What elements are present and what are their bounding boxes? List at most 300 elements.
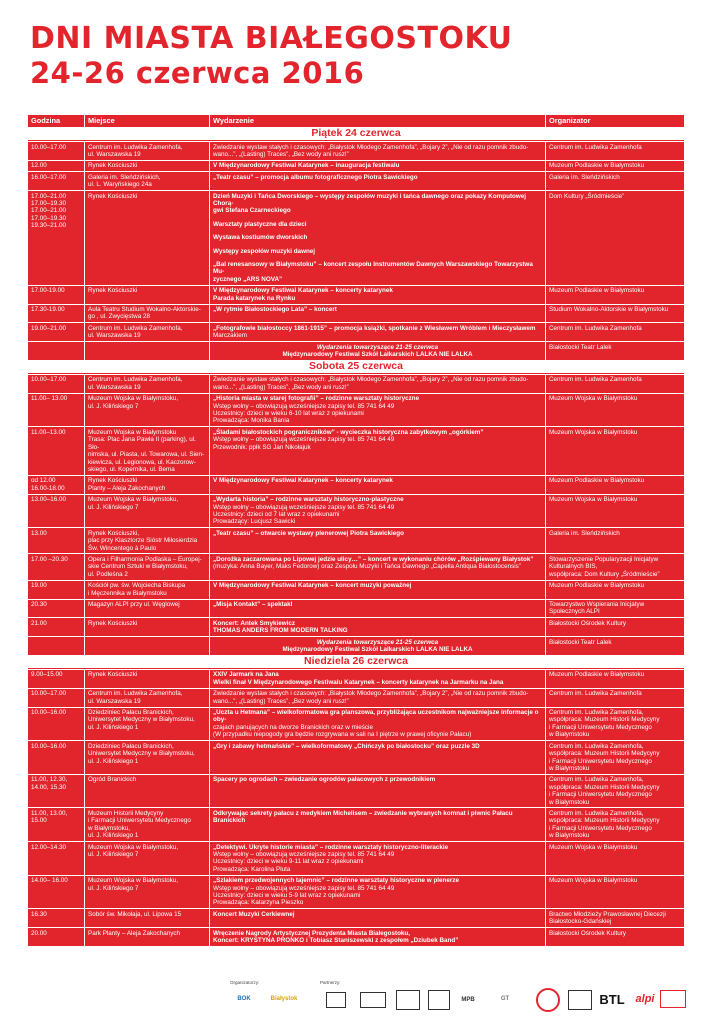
cell-line: czajach panujących na dworze Branickich oraz w mieście	[213, 723, 373, 731]
cell-line: Muzeum Podlaskie w Białymstoku	[549, 287, 645, 295]
table-row	[28, 875, 684, 909]
cell-line: Wstęp wolny – obowiązują wcześniejsze zapisy tel. 85 741 64 49	[213, 503, 395, 511]
cell-line: 10.00–17.00	[31, 376, 67, 384]
cell-line: wano...”, „(Lasting) Traces”, „Bez wody ani rusz!”	[213, 150, 349, 158]
time-cell	[28, 394, 85, 427]
table-row	[28, 426, 684, 474]
event-cell	[210, 842, 546, 875]
cell-line: 9.00–15.00	[31, 671, 63, 679]
cell-line: Koncert: Antek Smykiewicz	[213, 619, 296, 627]
cell-line: 17.30-19.00	[31, 306, 65, 313]
cell-line: Centrum im. Ludwika Zamenhofa,	[88, 324, 183, 332]
place-cell	[85, 876, 210, 909]
organizer-cell	[546, 876, 684, 909]
event-cell	[210, 305, 546, 323]
time-cell	[28, 876, 85, 909]
cell-line: Muzeum Podlaskie w Białymstoku	[549, 162, 645, 170]
table-row	[28, 841, 684, 875]
cell-line: Rynek Kościuszki	[88, 287, 138, 295]
cell-line: ul. Warszawska 19	[88, 697, 141, 705]
event-cell	[210, 495, 546, 528]
cell-line: 19.00	[31, 582, 47, 590]
cell-line: Muzeum Wojska w Białymstoku,	[88, 496, 179, 504]
cell-line: Białostocki Ośrodek Kultury	[549, 929, 626, 937]
place-cell	[85, 909, 210, 927]
table-row	[28, 374, 684, 393]
place-cell	[85, 528, 210, 553]
cell-line: Centrum im. Ludwika Zamenhofa,	[549, 742, 644, 750]
time-cell	[28, 142, 85, 160]
organizer-cell	[546, 528, 684, 553]
table-row	[28, 927, 684, 946]
place-cell	[85, 842, 210, 875]
cell-line: 17.00–19.30	[31, 199, 67, 207]
event-cell	[210, 689, 546, 707]
cell-line: ul. Podleśna 2	[88, 570, 128, 578]
alpi-logo: alpi	[635, 993, 655, 1005]
cell-line: V Międzynarodowy Festiwal Katarynek – inauguracja festiwalu	[213, 162, 400, 170]
partner-logo-2	[360, 992, 386, 1008]
cell-line: ul. Warszawska 19	[88, 383, 141, 391]
table-row	[28, 599, 684, 618]
cell-line: Zwiedzanie wystaw stałych i czasowych: „Białystok Młodego Zamenhofa”, „Bojary 2”, „Nie od razu pomnik zbudo-	[213, 143, 529, 151]
cell-line: „Teatr czasu” – otwarcie wystawy plenerowej Piotra Sawickiego	[213, 529, 404, 537]
organizer-cell	[546, 581, 684, 599]
organizer-cell	[546, 670, 684, 688]
cell-line: Wstęp wolny – obowiązują wcześniejsze zapisy tel. 85 741 64 49	[213, 436, 395, 444]
mpb-logo: MPB	[461, 997, 475, 1003]
day-heading: Sobota 25 czerwca	[28, 360, 684, 374]
cell-line: Białostocki Teatr Lalek	[549, 638, 612, 646]
time-cell	[28, 427, 85, 474]
organizer-cell	[546, 161, 684, 171]
organizer-cell	[546, 342, 684, 360]
cell-line: ul. J. Kilińskiego 1	[88, 757, 139, 765]
cell-line: 17.00-19.00	[31, 287, 65, 295]
cell-line: Uczestnicy: dzieci w wieku 6-10 lat wraz z opiekunami	[213, 410, 364, 418]
cell-line: Wstęp wolny – obowiązują wcześniejsze zapisy tel. 85 741 64 49	[213, 850, 395, 858]
place-cell	[85, 172, 210, 190]
cell-line: 11.00– 13.00	[31, 395, 68, 403]
time-cell	[28, 161, 85, 171]
event-cell	[210, 394, 546, 427]
cell-line: ul. J. Kilińskiego 7	[88, 402, 139, 410]
cell-line: nimska, ul. Piasta, ul. Towarowa, ul. Sien-	[88, 451, 205, 459]
bok-logo: BOK	[237, 996, 251, 1002]
cell-line: Galeria im. Sleńdzińskich	[549, 529, 620, 537]
cell-line: „W rytmie Białostockiego Lata” – koncert	[213, 306, 337, 313]
cell-line: ul. Warszawska 19	[88, 332, 141, 340]
cell-line: Odkrywając sekrety pałacu z medykiem Michelisem – zwiedzanie wybranych komnat i piwnic Pałacu Branickich	[213, 809, 515, 825]
time-cell	[28, 775, 85, 808]
cell-line: 11.00, 12.30,	[31, 776, 68, 784]
cell-line: „Misja Kontakt” – spektakl	[213, 601, 293, 608]
day-heading: Niedziela 26 czerwca	[28, 655, 684, 669]
organizer-cell	[546, 191, 684, 285]
cell-line: Muzeum Wojska w Białymstoku	[549, 395, 638, 403]
organizer-cell	[546, 142, 684, 160]
cell-line: skiego, ul. Kopernika, ul. Bema	[88, 465, 175, 473]
table-row	[28, 285, 684, 304]
table-row	[28, 304, 684, 323]
time-cell	[28, 842, 85, 875]
cell-line: Opera i Filharmonia Podlaska – Europej-	[88, 555, 202, 563]
partner-logo-6	[660, 990, 686, 1008]
table-row	[28, 669, 684, 688]
cell-line: 17.00 –20.30	[31, 555, 68, 563]
cell-line: i Farmacji Uniwersytetu Medycznego	[549, 824, 652, 832]
cell-line: 10.00–17.00	[31, 143, 67, 151]
organizer-cell	[546, 689, 684, 707]
place-cell	[85, 775, 210, 808]
cell-line: 10.00–16.00	[31, 709, 67, 717]
event-cell	[210, 637, 546, 655]
cell-line: V Międzynarodowy Festiwal Katarynek – koncerty katarynek	[213, 477, 393, 485]
cell-line: Centrum im. Ludwika Zamenhofa,	[549, 776, 644, 784]
place-cell	[85, 637, 210, 655]
cell-line: „Teatr czasu” – promocja albumu fotograficznego Piotra Sawickiego	[213, 173, 418, 181]
place-cell	[85, 495, 210, 528]
cell-line: 19.30–21.00	[31, 222, 67, 230]
table-row	[28, 553, 684, 579]
partner-logo-1	[326, 992, 346, 1008]
event-cell	[210, 909, 546, 927]
cell-line: Centrum im. Ludwika Zamenhofa,	[549, 709, 644, 717]
cell-line: Występy zespołów muzyki dawnej	[213, 247, 316, 255]
organizer-cell	[546, 842, 684, 875]
cell-line: współpraca: Muzeum Historii Medycyny	[549, 817, 660, 825]
cell-line: ul. J. Kilińskiego 7	[88, 850, 139, 858]
cell-line: Prowadząca: Karolina Płuta	[213, 865, 291, 873]
event-cell	[210, 323, 546, 341]
cell-line: Uniwersytet Medyczny w Białymstoku,	[88, 750, 195, 758]
cell-line: Muzeum Podlaskie w Białymstoku	[549, 582, 645, 590]
header-organizer: Organizator	[549, 116, 591, 125]
cell-line: 20.30	[31, 601, 47, 608]
event-cell	[210, 161, 546, 171]
place-cell	[85, 554, 210, 579]
place-cell	[85, 808, 210, 841]
cell-line: i Farmacji Uniwersytetu Medycznego	[549, 791, 652, 799]
table-row	[28, 707, 684, 741]
cell-line: ul. J. Kilińskiego 7	[88, 884, 139, 892]
table-header	[28, 115, 684, 127]
cell-line: ul. J. Kilińskiego 1	[88, 832, 139, 840]
cell-line: w Białymstoku	[549, 798, 590, 806]
event-cell	[210, 708, 546, 741]
table-row	[28, 774, 684, 808]
cell-line: Prowadzący: Lucjusz Sawicki	[213, 518, 296, 526]
organizer-cell	[546, 495, 684, 528]
cell-line: Dziedziniec Pałacu Branickich,	[88, 742, 174, 750]
table-row	[28, 393, 684, 427]
cell-line: 12.00	[31, 162, 47, 170]
cell-line: Muzeum Historii Medycyny	[88, 809, 164, 817]
cell-line: 16.30	[31, 910, 47, 918]
cell-line: 13.00	[31, 529, 47, 537]
cell-line: Wstęp wolny – obowiązują wcześniejsze zapisy tel. 85 741 64 49	[213, 884, 395, 892]
place-cell	[85, 191, 210, 285]
table-row	[28, 580, 684, 599]
event-cell	[210, 342, 546, 360]
cell-line: „Dorożka zaczarowana po Lipowej jedzie ulicy…” – koncert w wykonaniu chórów „Rozśpiewany Białystok”	[213, 555, 534, 563]
cell-line: „Gry i zabawy hetmańskie” – wielkoformatowy „Chińczyk po białostocku” oraz puzzle 3D	[213, 742, 480, 750]
organizer-cell	[546, 375, 684, 393]
cell-line: Muzeum Podlaskie w Białymstoku	[549, 671, 645, 679]
cell-line: Rynek Kościuszki	[88, 671, 138, 679]
cell-line: Uniwersytet Medyczny w Białymstoku,	[88, 716, 195, 724]
btl-logo: BTL	[599, 991, 625, 1007]
cell-line: Rynek Kościuszki	[88, 619, 138, 627]
table-row	[28, 688, 684, 707]
time-cell	[28, 286, 85, 304]
cell-line: Centrum im. Ludwika Zamenhofa,	[88, 376, 183, 384]
table-row	[28, 527, 684, 553]
cell-line: Muzeum Wojska w Białymstoku	[88, 428, 177, 436]
place-cell	[85, 286, 210, 304]
cell-line: Galeria im. Sleńdzińskich,	[88, 173, 161, 181]
event-cell	[210, 528, 546, 553]
cell-line: Muzeum Wojska w Białymstoku,	[88, 395, 179, 403]
cell-line: i Męczennika w Białymstoku	[88, 589, 167, 597]
header-place: Miejsce	[85, 115, 210, 127]
place-cell	[85, 161, 210, 171]
table-row	[28, 494, 684, 528]
table-row	[28, 322, 684, 341]
cell-line: plac przy Klasztorze Sióstr Miłosierdzia	[88, 537, 198, 545]
time-cell	[28, 375, 85, 393]
event-cell	[210, 476, 546, 494]
cell-line: „Detektywi. Ukryte historie miasta” – rodzinne warsztaty historyczno-literackie	[213, 843, 449, 851]
round-seal-logo	[536, 988, 560, 1012]
cell-line: Zwiedzanie wystaw stałych i czasowych: „Białystok Młodego Zamenhofa”, „Bojary 2”, „Nie od razu pomnik zbudo-	[213, 376, 529, 384]
time-cell	[28, 528, 85, 553]
place-cell	[85, 618, 210, 636]
partner-logo-5	[568, 990, 592, 1010]
cell-line: 17.00–21.00	[31, 207, 67, 215]
event-cell	[210, 741, 546, 774]
event-cell	[210, 427, 546, 474]
cell-line: Rynek Kościuszki	[88, 477, 138, 485]
cell-line: ul. J. Kilińskiego 7	[88, 503, 139, 511]
gt-logo: GT	[500, 996, 510, 1002]
cell-line: ul. J. Kilińskiego 1	[88, 723, 139, 731]
cell-line: Stowarzyszenie Popularyzacji Inicjatyw	[549, 555, 659, 563]
partners-label: Partnerzy:	[320, 980, 341, 985]
cell-line: Muzeum Wojska w Białymstoku	[549, 843, 638, 851]
time-cell	[28, 600, 85, 618]
cell-line: 17.00–21.00	[31, 192, 67, 200]
cell-line: Kościół pw. św. Wojciecha Biskupa	[88, 582, 186, 590]
cell-line: 10.00–17.00	[31, 690, 67, 698]
place-cell	[85, 427, 210, 474]
table-row	[28, 141, 684, 160]
cell-line: Studium Wokalno-Aktorskie w Białymstoku	[549, 306, 669, 313]
cell-line: 15.00	[31, 817, 47, 825]
cell-line: i Farmacji Uniwersytetu Medycznego	[549, 723, 652, 731]
time-cell	[28, 581, 85, 599]
organizer-cell	[546, 808, 684, 841]
place-cell	[85, 741, 210, 774]
cell-line: Białostocko-Gdańskiej	[549, 918, 612, 926]
place-cell	[85, 689, 210, 707]
cell-line: Wielki finał V Międzynarodowego Festiwalu Katarynek – koncerty katarynek na Jarmarku na Jana	[213, 678, 504, 686]
cell-line: Prowadząca: Monika Bania	[213, 417, 290, 425]
cell-line: Wstęp wolny – obowiązują wcześniejsze zapisy tel. 85 741 64 49	[213, 402, 395, 410]
cell-line: ul. L. Waryńskiego 24a	[88, 181, 152, 189]
cell-line: Muzeum Wojska w Białymstoku,	[88, 877, 179, 885]
time-cell	[28, 342, 85, 360]
cell-line: V Międzynarodowy Festiwal Katarynek – koncerty katarynek	[213, 287, 393, 295]
cell-line: 13.00–16.00	[31, 496, 67, 504]
table-row	[28, 190, 684, 285]
time-cell	[28, 708, 85, 741]
cell-line: „Bal renesansowy w Białymstoku” – koncert zespołu Instrumentów Dawnych Warszawskiego Towarzystwa Mu- zycznego „ARS NOVA”	[213, 260, 533, 283]
cell-line: Międzynarodowy Festiwal Szkół Lalkarskich LALKA NIE LALKA	[282, 646, 473, 654]
cell-line: współpraca: Dom Kultury „Śródmieście”	[549, 570, 660, 578]
table-row	[28, 807, 684, 841]
place-cell	[85, 394, 210, 427]
cell-line: Aula Teatru Studium Wokalno-Aktorskie-	[88, 306, 201, 313]
cell-line: współpraca: Muzeum Historii Medycyny	[549, 750, 660, 758]
place-cell	[85, 305, 210, 323]
place-cell	[85, 928, 210, 946]
time-cell	[28, 928, 85, 946]
cell-line: Wydarzenia towarzyszące 21-25 czerwca	[316, 638, 439, 646]
time-cell	[28, 554, 85, 579]
cell-line: Parada katarynek na Rynku	[213, 294, 296, 302]
place-cell	[85, 476, 210, 494]
cell-line: Społecznych ALPI	[549, 608, 600, 616]
organizer-cell	[546, 476, 684, 494]
cell-line: Międzynarodowy Festiwal Szkół Lalkarskich LALKA NIE LALKA	[282, 351, 473, 359]
cell-line: „Śladami białostockich pograniczników” - wycieczka historyczna zabytkowym „ogórkiem”	[213, 428, 484, 436]
time-cell	[28, 172, 85, 190]
time-cell	[28, 808, 85, 841]
cell-line: go , ul. Zwycięstwa 28	[88, 313, 150, 321]
cell-line: Uczestnicy: dzieci w wieku 9-11 lat wraz z opiekunami	[213, 858, 364, 866]
event-cell	[210, 876, 546, 909]
cell-line: Dziedziniec Pałacu Branickich,	[88, 709, 174, 717]
organizer-cell	[546, 928, 684, 946]
time-cell	[28, 689, 85, 707]
cell-line: Bractwo Młodzieży Prawosławnej Diecezji	[549, 910, 666, 918]
time-cell	[28, 741, 85, 774]
cell-line: w Białymstoku	[549, 832, 590, 840]
partner-logo-4	[428, 990, 450, 1010]
table-row	[28, 740, 684, 774]
organizers-label: Organizatorzy:	[230, 980, 260, 985]
time-cell	[28, 909, 85, 927]
cell-line: Muzeum Wojska w Białymstoku	[549, 496, 638, 504]
organizer-cell	[546, 394, 684, 427]
note-row	[28, 341, 684, 360]
organizer-cell	[546, 305, 684, 323]
cell-line: 19.00–21.00	[31, 324, 67, 332]
organizer-cell	[546, 554, 684, 579]
cell-line: „Uczta u Hetmana” – wielkoformatowa gra planszowa, przybliżająca uczestnikom najważniejsze informacje o oby-	[213, 709, 541, 724]
cell-line: 14.00, 15.30	[31, 783, 67, 791]
cell-line: Park Planty – Aleja Zakochanych	[88, 929, 181, 937]
cell-line: „Szlakiem przedwojennych tajemnic” – rodzinne warsztaty historyczne w plenerze	[213, 877, 459, 885]
cell-line: Wydarzenia towarzyszące 21-25 czerwca	[316, 343, 439, 351]
time-cell	[28, 618, 85, 636]
note-row	[28, 636, 684, 655]
cell-line: Dzień Muzyki i Tańca Dworskiego – występy zespołów muzyki i tańca dawnego oraz pokazy Komputowej Chorą- gwi Stefana Czarneckiego	[213, 192, 527, 215]
event-cell	[210, 670, 546, 688]
cell-line: „Wydarta historia” – rodzinne warsztaty historyczno-plastyczne	[213, 496, 404, 504]
place-cell	[85, 708, 210, 741]
event-cell	[210, 618, 546, 636]
time-cell	[28, 476, 85, 494]
cell-line: Centrum im. Ludwika Zamenhofa	[549, 376, 642, 384]
table-row	[28, 908, 684, 927]
place-cell	[85, 342, 210, 360]
place-cell	[85, 375, 210, 393]
title-line-2: 24-26 czerwca 2016	[30, 56, 365, 90]
cell-line: Magazyn ALPI przy ul. Węglowej	[88, 601, 180, 608]
cell-line: THOMAS ANDERS FROM MODERN TALKING	[213, 627, 348, 635]
cell-line: Muzeum Wojska w Białymstoku	[549, 877, 638, 885]
cell-line: Rynek Kościuszki	[88, 162, 138, 170]
cell-line: i Farmacji Uniwersytetu Medycznego	[88, 817, 191, 825]
cell-line: wano...”, „(Lasting) Traces”, „Bez wody ani rusz!”	[213, 697, 349, 705]
cell-line: Koncert Muzyki Cerkiewnej	[213, 910, 295, 918]
organizer-cell	[546, 741, 684, 774]
cell-line: 12.00–14.30	[31, 843, 67, 851]
header-time: Godzina	[28, 115, 85, 127]
header-event: Wydarzenie	[210, 115, 546, 127]
cell-line: Prowadząca: Katarzyna Pieszko	[213, 899, 304, 907]
table-row	[28, 171, 684, 190]
cell-line: „Historia miasta w starej fotografii” – rodzinne warsztaty historyczne	[213, 395, 420, 403]
time-cell	[28, 637, 85, 655]
organizer-cell	[546, 775, 684, 808]
event-cell	[210, 375, 546, 393]
time-cell	[28, 323, 85, 341]
time-cell	[28, 191, 85, 285]
event-cell	[210, 581, 546, 599]
place-cell	[85, 600, 210, 618]
day-heading: Piątek 24 czerwca	[28, 127, 684, 141]
cell-line: Trasa: Plac Jana Pawła II (parking), ul. Sło-	[88, 436, 198, 451]
place-cell	[85, 323, 210, 341]
event-cell	[210, 191, 546, 285]
organizer-cell	[546, 323, 684, 341]
event-cell	[210, 554, 546, 579]
cell-line: Wystawa kostiumów dworskich	[213, 234, 308, 242]
time-cell	[28, 305, 85, 323]
cell-line: w Białymstoku	[549, 764, 590, 772]
cell-line: 20.00	[31, 929, 47, 937]
cell-line: współpraca: Muzeum Historii Medycyny	[549, 783, 660, 791]
cell-line: Galeria im. Sleńdzińskich	[549, 173, 620, 181]
event-cell	[210, 600, 546, 618]
table-row	[28, 160, 684, 171]
cell-line: skie Centrum Sztuki w Białymstoku,	[88, 563, 188, 571]
cell-line: 11.00–13.00	[31, 428, 66, 436]
cell-line: w Białymstoku	[549, 731, 590, 739]
bialystok-logo: Białystok	[270, 996, 298, 1002]
cell-line: Rynek Kościuszki,	[88, 529, 140, 537]
cell-line: wano...”, „(Lasting) Traces”, „Bez wody ani rusz!”	[213, 383, 349, 391]
cell-line: Białostocki Ośrodek Kultury	[549, 619, 626, 627]
cell-line: 16.00-18.00	[31, 484, 65, 492]
organizer-cell	[546, 708, 684, 741]
cell-line: od 12.00	[31, 477, 56, 485]
cell-line: Uczestnicy: dzieci w wieku 5-9 lat wraz z opiekunami	[213, 892, 361, 899]
cell-line: Centrum im. Ludwika Zamenhofa	[549, 324, 642, 332]
